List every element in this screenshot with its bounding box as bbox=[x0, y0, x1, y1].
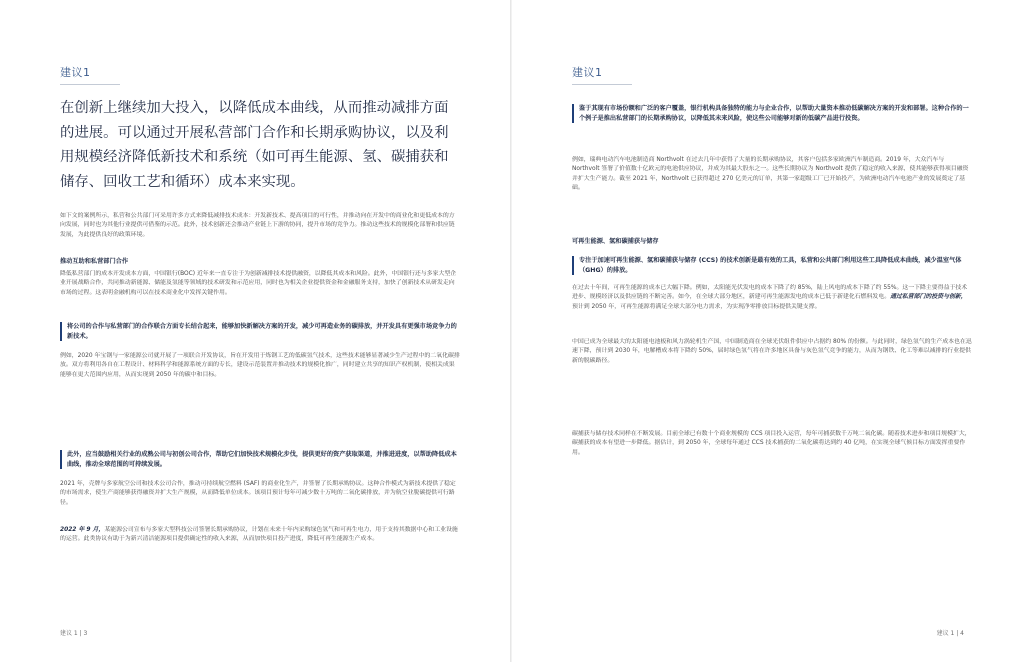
renewables-cost-text: 在过去十年间，可再生能源的成本已大幅下降。例如，太阳能光伏发电的成本下降了约 85%，陆上风电的成本下降了约 55%。这一下降主要得益于技术进步、规模经济以及供应链的不断完善。如今，在全球大部分地区，新建可再生能源发电的成本已低于新建化石燃料发电。 bbox=[572, 285, 968, 301]
recommendation-label: 建议1 bbox=[60, 66, 91, 79]
callout-renewables: 专注于加速可再生能源、氢和碳捕获与储存 (CCS) 的技术创新是最有效的工具，私营和公共部门利用这些工具降低成本曲线，减少温室气体（GHG）的排放。 bbox=[572, 256, 972, 275]
offtake-paragraph: 2021 年，壳牌与多家航空公司和技术公司合作，推动可持续航空燃料 (SAF) 的商业化生产，并签署了长期承购协议。这种合作模式为新技术提供了稳定的市场需求，使生产商能够获得融资并扩大生产规模，从而降低单位成本。该项目预计每年可减少数十万吨的二氧化碳排放，并为航空业脱碳提供可行路径。 bbox=[60, 481, 456, 506]
partnerships-paragraph: 降低私营部门的成本开发成本方面，中国银行(BOC) 近年来一直专注于为创新减排技术提供融资，以降低其成本和风险。此外，中国银行还与多家大型企业开展战略合作，共同推动新能源、储能及氢能等领域的技术研发和示范应用，同时也为相关企业提供资金和金融服务支持，加快了创新技术从研发走向市场的过程。这表明金融机构可以在技术商业化中发挥关键作用。 bbox=[60, 271, 457, 296]
partnership-example-paragraph: 例如，2020 年宝钢与一家能源公司就开展了一项联合开发协议，旨在开发用于炼钢工艺的低碳氢气技术，这些技术能够显著减少生产过程中的二氧化碳排放。双方将利用各自在工程设计、材料科学和能源系统方面的专长，建设示范装置并推动技术的规模化推广，同时建立共享的知识产权机制，使相关成果能够在更大范围内应用，从而实现到 2050 年的碳中和目标。 bbox=[60, 353, 460, 378]
intro-paragraph: 如下文的案例所示，私营和公共部门可采用许多方式来降低减排技术成本：开发新技术、提高项目的可行性，并推动向在开发中的商业化和更低成本的方向发展，同时也为其他行业提供可借鉴的示范。此外，技术创新还会推动产业链上下游的协同，提升市场的竞争力。推动这些技术的规模化部署和供应链发展，为此提供良好的政策环境。 bbox=[60, 213, 455, 238]
section-heading-partnerships: 推动互助和私营部门合作 bbox=[60, 258, 129, 265]
label-underline bbox=[572, 84, 632, 85]
recommendation-label: 建议1 bbox=[572, 66, 603, 79]
page-footer-right: 建议 1 | 4 bbox=[936, 630, 964, 637]
offtake-example-paragraph bbox=[60, 526, 460, 545]
renewables-outlook-text: 预计到 2050 年，可再生能源将满足全球大部分电力需求，为实现净零排放目标提供关键支撑。 bbox=[572, 303, 821, 310]
example-date: 2022 年 9 月， bbox=[60, 527, 105, 533]
example-text: 某能源公司宣布与多家大型科技公司签署长期承购协议，计划在未来十年内采购绿色氢气和可再生电力，用于支持其数据中心和工业设施的运营。此类协议有助于为新兴清洁能源项目提供确定性的收入来源，从而加快项目投产进度，降低可再生能源生产成本。 bbox=[60, 527, 458, 543]
renewables-cost-paragraph bbox=[572, 284, 972, 312]
label-underline bbox=[60, 84, 120, 85]
callout-startups: 此外，应当鼓励相关行业的成熟公司与初创公司合作，帮助它们加快技术规模化步伐，提供更好的资产获取渠道，并推进进度，以帮助降低成本曲线，推动全球范围的可持续发展。 bbox=[60, 450, 460, 469]
hydrogen-paragraph: 中国已成为全球最大的太阳能电池板和风力涡轮机生产国，中国制造商在全球光伏组件供应中占据约 80% 的份额。与此同时，绿色氢气的生产成本也在迅速下降，预计到 2030 年，电解槽成本将下降约 50%，届时绿色氢气将在许多地区具备与灰色氢气竞争的能力，从而为钢铁、化工等难以减排的行业提供新的脱碳路径。 bbox=[572, 339, 972, 364]
lead-statement: 在创新上继续加大投入，以降低成本曲线，从而推动减排方面的进展。可以通过开展私营部门合作和长期承购协议，以及利用规模经济降低新技术和系统（如可再生能源、氢、碳捕获和储存、回收工艺和循环）成本来实现。 bbox=[60, 100, 449, 190]
page-footer-left: 建议 1 | 3 bbox=[60, 630, 88, 637]
northvolt-paragraph: 例如，瑞典电动汽车电池制造商 Northvolt 在过去几年中获得了大量的长期承购协议，其客户包括多家欧洲汽车制造商。2019 年，大众汽车与 Northvolt 签署了价值数十亿欧元的电池供应协议，并成为其最大股东之一。这些长期协议为 Northvolt 提供了稳定的收入来源，使其能够获得项目融资并扩大生产能力。截至 2021 年，Northvolt 已获得超过 270 亿美元的订单，其第一家超级工厂已开始投产，为欧洲电动汽车电池产业的发展奠定了基础。 bbox=[572, 157, 969, 192]
callout-partnerships: 将公司的合作与私营部门的合作联合方面专长结合起来，能够加快新解决方案的开发，减少可再造业务的碳排放，并开发具有更强市场竞争力的新技术。 bbox=[60, 322, 460, 341]
left-page bbox=[0, 0, 510, 662]
callout-banks: 鉴于其现有市场份额和广泛的客户覆盖，银行机构具备独特的能力与企业合作，以帮助大量资本推动低碳解决方案的开发和部署。这种合作的一个例子是推出私营部门的长期承购协议，以降低其未来风险，使这些公司能够对新的低碳产品进行投资。 bbox=[572, 104, 972, 123]
section-heading-renewables: 可再生能源、氢和碳捕获与储存 bbox=[572, 238, 659, 245]
ccs-paragraph: 碳捕获与储存技术同样在不断发展。目前全球已有数十个商业规模的 CCS 项目投入运营，每年可捕获数千万吨二氧化碳。随着技术进步和项目规模扩大，碳捕获的成本有望进一步降低。据估计，到 2050 年，全球每年通过 CCS 技术捕获的二氧化碳将达到约 40 亿吨，在实现全球气候目标方面发挥重要作用。 bbox=[572, 431, 971, 456]
right-page bbox=[512, 0, 1024, 662]
renewables-emphasis: 通过私营部门的投资与创新， bbox=[890, 294, 967, 301]
